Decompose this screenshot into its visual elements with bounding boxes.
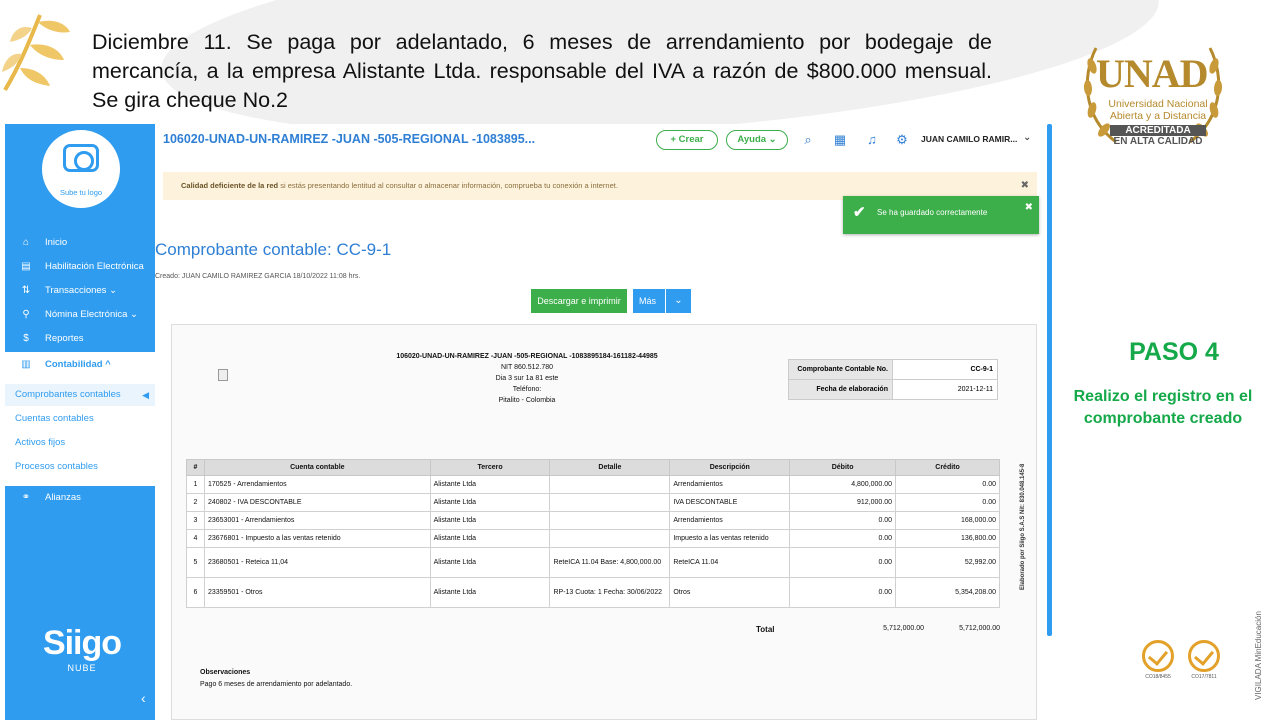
chevron-down-icon[interactable]: ⌄ <box>1023 132 1032 143</box>
company-header <box>362 351 692 406</box>
description-cell: Arrendamientos <box>670 476 790 494</box>
row-number: 4 <box>187 530 205 548</box>
acred-line-1: ACREDITADA <box>1110 125 1206 136</box>
debit-cell: 912,000.00 <box>790 494 896 512</box>
third-party-cell: Alistante Ltda <box>430 494 550 512</box>
column-header: Crédito <box>896 460 1000 476</box>
description-cell: ReteICA 11.04 <box>670 548 790 578</box>
account-cell: 23359501 - Otros <box>204 578 430 608</box>
voucher-info-box <box>788 359 998 400</box>
broken-image-icon <box>218 369 228 381</box>
sidebar-item-label: Transacciones ⌄ <box>45 285 118 296</box>
submenu-label: Activos fijos <box>15 437 66 448</box>
sgs-cert-2-label: CO17/7811 <box>1191 674 1217 680</box>
vigilada-label: VIGILADA MinEducación <box>1254 611 1263 700</box>
description-cell: Otros <box>670 578 790 608</box>
detail-cell: RP-13 Cuota: 1 Fecha: 30/06/2022 <box>550 578 670 608</box>
credit-cell: 52,992.00 <box>896 548 1000 578</box>
acred-line-2: EN ALTA CALIDAD <box>1113 136 1203 147</box>
step-title: PASO 4 <box>1129 338 1219 366</box>
close-icon[interactable]: ✖ <box>1020 180 1029 191</box>
main-content <box>155 124 1052 720</box>
column-header: Tercero <box>430 460 550 476</box>
doc-nit: NIT 860.512.780 <box>500 364 554 371</box>
sgs-cert-1 <box>1140 640 1176 684</box>
unad-wordmark: UNAD <box>1096 51 1208 96</box>
doc-phone: Teléfono: <box>512 386 542 393</box>
calendar-icon[interactable]: ▦ <box>833 132 847 147</box>
upload-logo-button[interactable] <box>42 130 120 208</box>
toast-message: Se ha guardado correctamente <box>877 208 988 217</box>
debit-cell: 4,800,000.00 <box>790 476 896 494</box>
voucher-number-label: Comprobante Contable No. <box>789 360 893 380</box>
user-menu[interactable]: JUAN CAMILO RAMIR... <box>921 134 1018 144</box>
entries-table <box>186 459 1000 608</box>
siigo-subtitle: NUBE <box>67 663 97 673</box>
sidebar <box>5 124 155 720</box>
third-party-cell: Alistante Ltda <box>430 578 550 608</box>
detail-cell <box>550 530 670 548</box>
table-row <box>187 476 1000 494</box>
page-title: Comprobante contable: CC-9-1 <box>155 240 392 259</box>
voucher-date-value: 2021-12-11 <box>893 380 998 400</box>
third-party-cell: Alistante Ltda <box>430 530 550 548</box>
laurel-decoration <box>0 10 90 120</box>
voucher-date-label: Fecha de elaboración <box>789 380 893 400</box>
sidebar-item-label: Nómina Electrónica ⌄ <box>45 309 138 320</box>
column-header: Cuenta contable <box>204 460 430 476</box>
upload-logo-label: Sube tu logo <box>59 188 103 197</box>
bell-icon[interactable]: ♫ <box>867 132 877 147</box>
column-header: Descripción <box>670 460 790 476</box>
exercise-statement: Diciembre 11. Se paga por adelantado, 6 meses de arrendamiento por bodegaje de mercancía, a la empresa Alistante Ltda. responsable del IVA a razón de $800.000 mensual. Se gira cheque No.2 <box>92 30 992 112</box>
sidebar-item-nomina[interactable] <box>5 304 155 326</box>
warning-text: si estás presentando lentitud al consultar o almacenar información, comprueba tu conexión a internet. <box>278 181 618 190</box>
more-label: Más <box>639 296 657 306</box>
collapse-sidebar-icon[interactable]: ‹ <box>141 690 146 706</box>
topbar <box>155 124 1052 158</box>
row-number: 2 <box>187 494 205 512</box>
ledger-icon: ▥ <box>21 359 31 370</box>
vertical-credit: Elaborado por Siigo S.A.S Nit: 830.048.145-8 <box>1020 463 1026 590</box>
download-print-button[interactable]: Descargar e imprimir <box>531 289 627 313</box>
checkmark-icon: ✔ <box>853 204 866 221</box>
total-debit: 5,712,000.00 <box>883 625 924 632</box>
submenu-label: Cuentas contables <box>15 413 94 424</box>
detail-cell: ReteICA 11.04 Base: 4,800,000.00 <box>550 548 670 578</box>
third-party-cell: Alistante Ltda <box>430 512 550 530</box>
debit-cell: 0.00 <box>790 530 896 548</box>
observations-label: Observaciones <box>200 669 251 676</box>
siigo-wordmark: Siigo <box>42 624 122 662</box>
observations-text: Pago 6 meses de arrendamiento por adelantado. <box>200 681 353 688</box>
sidebar-item-label: Contabilidad ^ <box>45 359 111 370</box>
camera-icon <box>63 144 99 172</box>
gear-icon[interactable]: ⚙ <box>896 132 908 147</box>
siigo-logo <box>37 624 127 673</box>
caret-left-icon: ◀ <box>142 390 149 400</box>
help-button[interactable]: Ayuda ⌄ <box>726 130 788 150</box>
sidebar-item-transacciones[interactable] <box>5 280 155 302</box>
submenu-comprobantes[interactable] <box>5 384 155 406</box>
warning-title: Calidad deficiente de la red <box>181 181 279 190</box>
column-header: Débito <box>790 460 896 476</box>
scrollbar[interactable] <box>1047 124 1052 636</box>
account-cell: 23676801 - Impuesto a las ventas retenido <box>204 530 430 548</box>
sidebar-item-contabilidad[interactable] <box>5 352 155 378</box>
chevron-down-icon[interactable]: ⌄ <box>665 289 691 313</box>
company-name[interactable]: 106020-UNAD-UN-RAMIREZ -JUAN -505-REGIONAL -1083895... <box>163 132 536 146</box>
success-toast <box>843 196 1039 234</box>
column-header: Detalle <box>550 460 670 476</box>
account-cell: 170525 - Arrendamientos <box>204 476 430 494</box>
sidebar-item-inicio[interactable] <box>5 232 155 254</box>
table-row <box>187 578 1000 608</box>
created-by: Creado: JUAN CAMILO RAMIREZ GARCIA 18/10/2022 11:08 hrs. <box>155 273 361 280</box>
doc-company-name: 106020-UNAD-UN-RAMIREZ -JUAN -505-REGIONAL -1083895184-161182-44985 <box>396 353 658 360</box>
total-credit: 5,712,000.00 <box>959 625 1000 632</box>
description-cell: Impuesto a las ventas retenido <box>670 530 790 548</box>
debit-cell: 0.00 <box>790 578 896 608</box>
sidebar-item-reportes[interactable] <box>5 328 155 350</box>
sgs-cert-2 <box>1186 640 1222 684</box>
submenu-cuentas[interactable] <box>5 408 155 430</box>
row-number: 3 <box>187 512 205 530</box>
create-button[interactable]: + Crear <box>656 130 718 150</box>
account-cell: 23653001 - Arrendamientos <box>204 512 430 530</box>
doc-address: Dia 3 sur 1a 81 este <box>495 375 559 382</box>
sidebar-item-label: Inicio <box>45 237 68 248</box>
detail-cell <box>550 494 670 512</box>
table-row <box>187 530 1000 548</box>
account-cell: 23680501 - Reteica 11,04 <box>204 548 430 578</box>
voucher-number-value: CC-9-1 <box>893 360 998 380</box>
sidebar-item-label: Habilitación Electrónica <box>45 261 144 272</box>
siigo-screenshot <box>2 124 1052 720</box>
close-icon[interactable]: ✖ <box>1024 202 1033 213</box>
credit-cell: 0.00 <box>896 494 1000 512</box>
column-header: # <box>187 460 205 476</box>
table-row <box>187 548 1000 578</box>
home-icon: ⌂ <box>22 237 30 248</box>
payroll-icon: ⚲ <box>22 309 30 320</box>
more-button[interactable] <box>633 289 691 313</box>
table-row <box>187 512 1000 530</box>
debit-cell: 0.00 <box>790 512 896 530</box>
account-cell: 240802 - IVA DESCONTABLE <box>204 494 430 512</box>
detail-cell <box>550 476 670 494</box>
unad-accreditation <box>1110 125 1206 147</box>
step-description: Realizo el registro en el comprobante creado <box>1073 388 1253 427</box>
credit-cell: 136,800.00 <box>896 530 1000 548</box>
transfer-icon: ⇅ <box>21 285 31 296</box>
submenu-procesos[interactable] <box>5 456 155 478</box>
sidebar-item-label: Alianzas <box>45 492 81 503</box>
row-number: 6 <box>187 578 205 608</box>
sgs-check-icon <box>1188 640 1220 672</box>
row-number: 1 <box>187 476 205 494</box>
third-party-cell: Alistante Ltda <box>430 476 550 494</box>
dollar-icon: $ <box>23 333 29 344</box>
voucher-preview <box>171 324 1037 720</box>
row-number: 5 <box>187 548 205 578</box>
sidebar-item-alianzas[interactable] <box>5 487 155 509</box>
submenu-activos[interactable] <box>5 432 155 454</box>
search-icon[interactable]: ⌕ <box>804 132 812 147</box>
credit-cell: 168,000.00 <box>896 512 1000 530</box>
unad-subtitle: Universidad Nacional Abierta y a Distancia <box>1108 98 1208 122</box>
sidebar-item-habilitacion[interactable] <box>5 256 155 278</box>
credit-cell: 5,354,208.00 <box>896 578 1000 608</box>
credit-cell: 0.00 <box>896 476 1000 494</box>
sgs-check-icon <box>1142 640 1174 672</box>
link-icon: ⚭ <box>21 492 31 503</box>
description-cell: Arrendamientos <box>670 512 790 530</box>
sidebar-item-label: Reportes <box>45 333 84 344</box>
detail-cell <box>550 512 670 530</box>
sgs-cert-1-label: CO18/8455 <box>1145 674 1171 680</box>
submenu-label: Comprobantes contables <box>15 389 121 400</box>
total-label: Total <box>756 625 775 634</box>
table-row <box>187 494 1000 512</box>
description-cell: IVA DESCONTABLE <box>670 494 790 512</box>
debit-cell: 0.00 <box>790 548 896 578</box>
third-party-cell: Alistante Ltda <box>430 548 550 578</box>
contabilidad-submenu <box>5 378 155 486</box>
doc-city: Pitalito - Colombia <box>498 397 556 404</box>
submenu-label: Procesos contables <box>15 461 98 472</box>
document-icon: ▤ <box>21 261 31 272</box>
